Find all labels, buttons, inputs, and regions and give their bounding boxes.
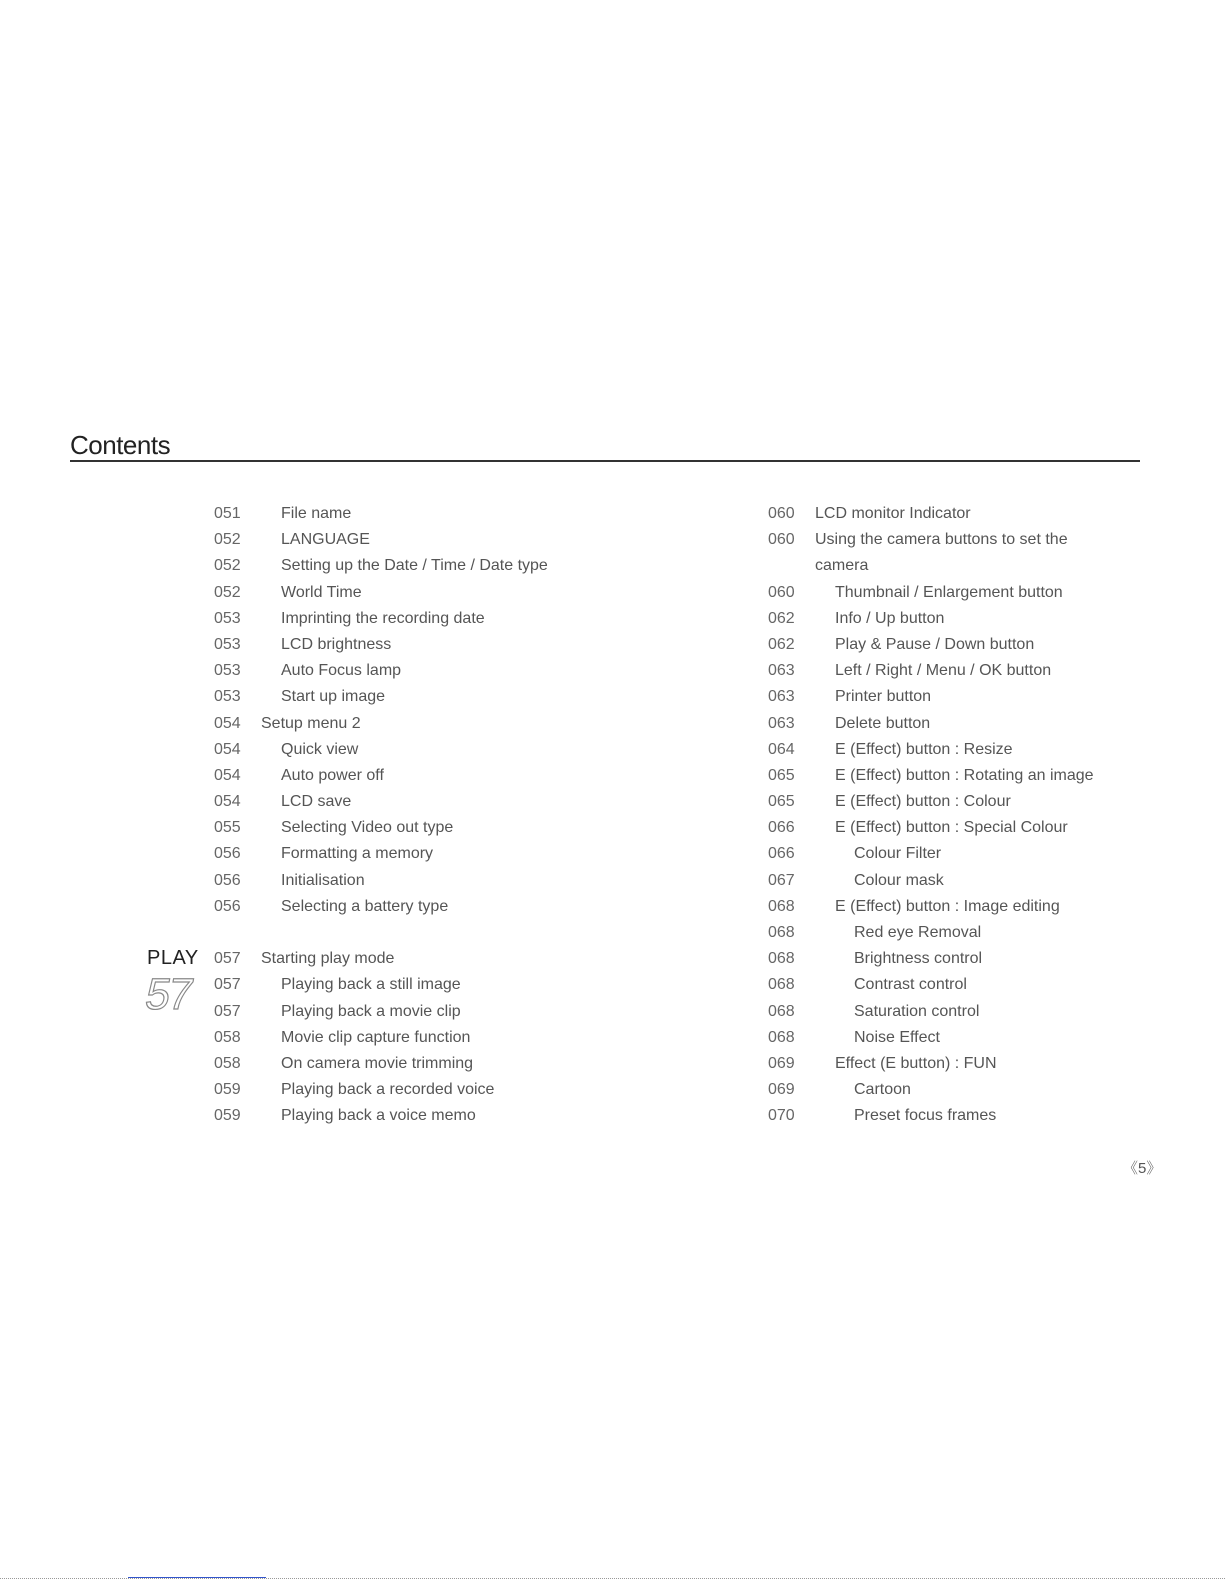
toc-entry-label: Red eye Removal xyxy=(854,924,982,941)
section-number: 57 xyxy=(141,970,196,1019)
toc-entry[interactable] xyxy=(768,527,1158,553)
toc-entry-label: Left / Right / Menu / OK button xyxy=(835,662,1052,680)
toc-entry[interactable] xyxy=(214,999,684,1025)
toc-entry-label: Movie clip capture function xyxy=(281,1028,471,1046)
toc-entry-label: Thumbnail / Enlargement button xyxy=(835,583,1063,601)
toc-entry-label: LANGUAGE xyxy=(281,531,370,549)
toc-entry-label: E (Effect) button : Special Colour xyxy=(835,819,1068,837)
toc-page-number: 055 xyxy=(214,819,241,837)
toc-page-number: 053 xyxy=(214,688,241,706)
toc-page-number: 063 xyxy=(768,714,795,732)
toc-page-number: 068 xyxy=(768,1028,795,1046)
toc-page-number: 068 xyxy=(768,976,795,994)
toc-entry[interactable] xyxy=(214,711,684,737)
toc-entry[interactable] xyxy=(768,553,1158,579)
toc-entry-label: Selecting Video out type xyxy=(281,819,454,837)
toc-page-number: 053 xyxy=(214,662,241,680)
toc-entry-label: Printer button xyxy=(835,688,932,706)
toc-page-number: 058 xyxy=(214,1054,241,1072)
toc-entry[interactable] xyxy=(768,763,1158,789)
toc-entry[interactable] xyxy=(214,789,684,815)
toc-page-number: 068 xyxy=(768,924,795,941)
toc-entry[interactable] xyxy=(768,737,1158,763)
toc-entry[interactable] xyxy=(768,580,1158,606)
toc-entry-label: Saturation control xyxy=(854,1002,980,1020)
toc-page-number: 063 xyxy=(768,662,795,680)
toc-entry-label: Contrast control xyxy=(854,976,967,994)
toc-entry[interactable] xyxy=(768,684,1158,710)
toc-entry[interactable] xyxy=(214,868,684,894)
toc-page-number: 066 xyxy=(768,845,795,863)
toc-entry[interactable] xyxy=(214,1051,684,1077)
toc-entry[interactable] xyxy=(214,972,684,998)
toc-entry[interactable] xyxy=(768,711,1158,737)
toc-entry-label: World Time xyxy=(281,583,362,601)
toc-entry[interactable] xyxy=(214,632,684,658)
toc-entry-label: Brightness control xyxy=(854,950,983,968)
toc-entry-label: Auto Focus lamp xyxy=(281,662,402,680)
toc-page-number: 052 xyxy=(214,583,241,601)
toc-entry-label: Auto power off xyxy=(281,766,384,784)
toc-page-number: 057 xyxy=(214,976,241,994)
toc-page-number: 068 xyxy=(768,897,795,915)
toc-entry[interactable] xyxy=(214,737,684,763)
toc-entry-label: Imprinting the recording date xyxy=(281,609,485,627)
toc-page-number: 057 xyxy=(214,950,241,968)
toc-page-number: 070 xyxy=(768,1107,795,1125)
toc-entry[interactable] xyxy=(768,501,1158,527)
toc-entry[interactable] xyxy=(214,553,684,579)
toc-entry[interactable] xyxy=(768,999,1158,1025)
toc-entry-label: Cartoon xyxy=(854,1081,911,1099)
toc-entry[interactable] xyxy=(214,841,684,867)
page-number: 《5》 xyxy=(1123,1160,1162,1177)
toc-entry[interactable] xyxy=(214,606,684,632)
toc-page-number: 058 xyxy=(214,1028,241,1046)
toc-page-number: 053 xyxy=(214,635,241,653)
toc-entry[interactable] xyxy=(214,1025,684,1051)
toc-entry-label: Setup menu 2 xyxy=(261,714,361,732)
toc-page-number: 068 xyxy=(768,950,795,968)
toc-entry-label: Info / Up button xyxy=(835,609,945,627)
toc-entry[interactable] xyxy=(214,501,684,527)
toc-entry-label: Selecting a battery type xyxy=(281,897,449,915)
toc-entry[interactable] xyxy=(214,580,684,606)
bottom-divider xyxy=(0,1578,1225,1579)
toc-page-number: 054 xyxy=(214,740,241,758)
toc-entry-label: Playing back a still image xyxy=(281,976,461,994)
toc-entry[interactable] xyxy=(768,841,1158,867)
toc-page-number: 056 xyxy=(214,845,241,863)
toc-entry-label: Quick view xyxy=(281,740,359,758)
toc-entry[interactable] xyxy=(768,632,1158,658)
toc-entry-label: Setting up the Date / Time / Date type xyxy=(281,557,548,575)
toc-entry[interactable] xyxy=(768,815,1158,841)
toc-entry-label: Initialisation xyxy=(281,871,365,889)
toc-page-number: 060 xyxy=(768,505,795,522)
toc-entry[interactable] xyxy=(214,894,684,920)
toc-entry[interactable] xyxy=(768,789,1158,815)
toc-entry-label: E (Effect) button : Rotating an image xyxy=(835,766,1094,784)
toc-page-number: 057 xyxy=(214,1002,241,1020)
toc-entry[interactable] xyxy=(768,1025,1158,1051)
toc-entry-label: Start up image xyxy=(281,688,386,706)
toc-entry-label: LCD save xyxy=(281,793,352,811)
toc-page-number: 065 xyxy=(768,766,795,784)
toc-entry[interactable] xyxy=(214,684,684,710)
toc-entry[interactable] xyxy=(768,920,1158,946)
toc-page-number: 052 xyxy=(214,557,241,575)
toc-spacer xyxy=(214,920,684,946)
section-label: PLAY xyxy=(147,947,199,969)
toc-entry-label: File name xyxy=(281,505,352,522)
toc-entry-label: Playing back a voice memo xyxy=(281,1107,476,1125)
toc-page-number: 060 xyxy=(768,583,795,601)
toc-entry-label: Effect (E button) : FUN xyxy=(835,1054,997,1072)
toc-entry-label: Noise Effect xyxy=(854,1028,940,1046)
toc-page-number: 066 xyxy=(768,819,795,837)
toc-entry[interactable] xyxy=(214,527,684,553)
toc-entry-label: LCD monitor Indicator xyxy=(815,505,971,522)
toc-page-number: 064 xyxy=(768,740,795,758)
toc-page-number: 063 xyxy=(768,688,795,706)
toc-page-number: 051 xyxy=(214,505,241,522)
toc-entry-label: Formatting a memory xyxy=(281,845,434,863)
toc-entry[interactable] xyxy=(214,1077,684,1103)
toc-entry-label: E (Effect) button : Image editing xyxy=(835,897,1060,915)
toc-entry[interactable] xyxy=(768,868,1158,894)
toc-entry-label: Using the camera buttons to set the xyxy=(815,531,1068,549)
bottom-link-mark xyxy=(128,1577,266,1578)
toc-entry[interactable] xyxy=(214,658,684,684)
toc-page-number: 060 xyxy=(768,531,795,549)
toc-right-column xyxy=(768,501,1158,1130)
toc-page-number: 067 xyxy=(768,871,795,889)
toc-page-number: 062 xyxy=(768,635,795,653)
toc-entry[interactable] xyxy=(768,972,1158,998)
toc-entry[interactable] xyxy=(768,894,1158,920)
toc-entry[interactable] xyxy=(768,658,1158,684)
toc-page-number: 069 xyxy=(768,1081,795,1099)
toc-entry-label: E (Effect) button : Resize xyxy=(835,740,1013,758)
toc-entry[interactable] xyxy=(214,763,684,789)
toc-entry-label: Starting play mode xyxy=(261,950,395,968)
toc-entry[interactable] xyxy=(768,1077,1158,1103)
toc-page-number: 053 xyxy=(214,609,241,627)
toc-page-number: 059 xyxy=(214,1107,241,1125)
toc-entry-label: E (Effect) button : Colour xyxy=(835,793,1011,811)
toc-page-number: 054 xyxy=(214,714,241,732)
toc-entry-label: Playing back a movie clip xyxy=(281,1002,461,1020)
toc-left-column xyxy=(214,501,684,1130)
toc-page-number: 068 xyxy=(768,1002,795,1020)
toc-entry-label: Colour mask xyxy=(854,871,944,889)
toc-page-number: 054 xyxy=(214,766,241,784)
toc-entry[interactable] xyxy=(768,606,1158,632)
toc-entry-label: Preset focus frames xyxy=(854,1107,997,1125)
title-divider xyxy=(70,460,1140,462)
toc-entry[interactable] xyxy=(214,815,684,841)
toc-entry-label: Colour Filter xyxy=(854,845,942,863)
toc-entry[interactable] xyxy=(768,1051,1158,1077)
toc-entry-label: On camera movie trimming xyxy=(281,1054,474,1072)
toc-page-number: 069 xyxy=(768,1054,795,1072)
toc-page-number: 065 xyxy=(768,793,795,811)
toc-entry-label: Play & Pause / Down button xyxy=(835,635,1035,653)
toc-entry[interactable] xyxy=(214,946,684,972)
page-title: Contents xyxy=(70,430,171,460)
toc-entry[interactable] xyxy=(214,1103,684,1129)
toc-entry[interactable] xyxy=(768,946,1158,972)
toc-entry-label: Delete button xyxy=(835,714,931,732)
toc-page-number: 062 xyxy=(768,609,795,627)
toc-page-number: 054 xyxy=(214,793,241,811)
toc-entry-label: LCD brightness xyxy=(281,635,392,653)
toc-page-number: 052 xyxy=(214,531,241,549)
toc-entry-label: Playing back a recorded voice xyxy=(281,1081,495,1099)
toc-page-number: 056 xyxy=(214,871,241,889)
toc-entry-label: camera xyxy=(815,557,869,575)
toc-page-number: 059 xyxy=(214,1081,241,1099)
toc-entry[interactable] xyxy=(768,1103,1158,1129)
toc-page-number: 056 xyxy=(214,897,241,915)
